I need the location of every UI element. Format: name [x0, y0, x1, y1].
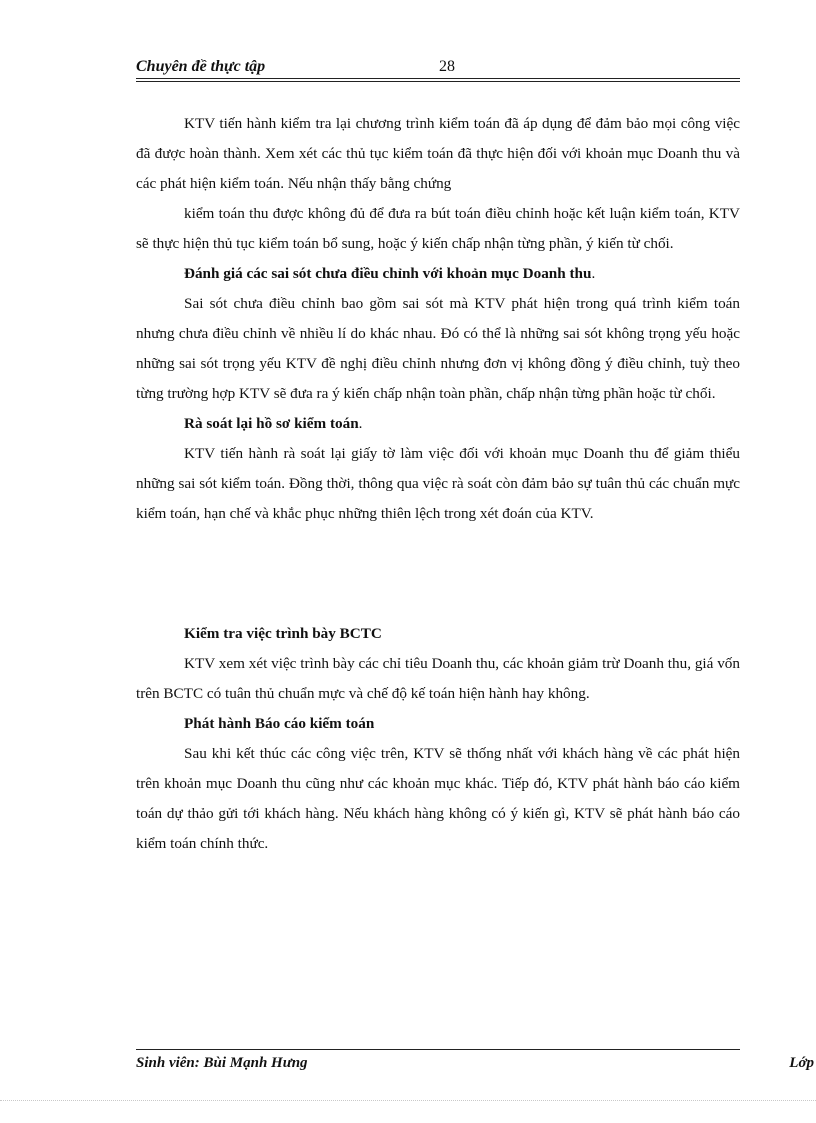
blank-space: [136, 529, 740, 619]
page-header: [136, 58, 740, 80]
heading-review-files-text: Rà soát lại hồ sơ kiểm toán: [184, 415, 359, 432]
paragraph-review-program: KTV tiến hành kiểm tra lại chương trình kiểm toán đã áp dụng để đảm bảo mọi công việc đã được hoàn thành. Xem xét các thủ tục kiểm toán đã thực hiện đối với khoản mục Doanh thu và các phát hiện kiểm toán. Nếu nhận thấy bằng chứng: [136, 115, 740, 192]
footer-class: Lớp: [789, 1055, 814, 1071]
document-body: [136, 109, 740, 859]
paragraph-unadjusted-errors: Sai sót chưa điều chỉnh bao gồm sai sót mà KTV phát hiện trong quá trình kiểm toán nhưng chưa điều chỉnh về nhiều lí do khác nhau. Đó có thể là những sai sót không trọng yếu hoặc những sai sót trọng yếu KTV đề nghị điều chỉnh nhưng đơn vị không đồng ý điều chỉnh, tuỳ theo từng trường hợp KTV sẽ đưa ra ý kiến chấp nhận toàn phần, chấp nhận từng phần hoặc từ chối.: [136, 295, 740, 402]
paragraph-issue-report: Sau khi kết thúc các công việc trên, KTV sẽ thống nhất với khách hàng về các phát hiện trên khoản mục Doanh thu cũng như các khoản mục khác. Tiếp đó, KTV phát hành báo cáo kiểm toán dự thảo gửi tới khách hàng. Nếu khách hàng không có ý kiến gì, KTV sẽ phát hành báo cáo kiểm toán chính thức.: [136, 745, 740, 852]
footer-rule: [136, 1049, 740, 1050]
header-rule-bottom: [136, 81, 740, 82]
heading-unadjusted-errors-text: Đánh giá các sai sót chưa điều chỉnh với khoản mục Doanh thu: [184, 265, 592, 282]
heading-check-presentation: Kiểm tra việc trình bày BCTC: [184, 625, 382, 642]
page-number: 28: [439, 58, 455, 75]
page-edge-divider: [0, 1100, 816, 1101]
heading-unadjusted-errors: [136, 259, 740, 289]
paragraph-review-files: KTV tiến hành rà soát lại giấy tờ làm việc đối với khoản mục Doanh thu để giảm thiểu những sai sót kiểm toán. Đồng thời, thông qua việc rà soát còn đảm bảo sự tuân thủ các chuẩn mực kiểm toán, hạn chế và khắc phục những thiên lệch trong xét đoán của KTV.: [136, 445, 740, 522]
heading-review-files: [136, 409, 740, 439]
heading-issue-report: Phát hành Báo cáo kiểm toán: [184, 715, 375, 732]
footer-student: Sinh viên: Bùi Mạnh Hưng: [136, 1055, 308, 1071]
header-title: Chuyên đề thực tập: [136, 58, 266, 75]
header-rule-top: [136, 78, 740, 79]
paragraph-check-presentation: KTV xem xét việc trình bày các chỉ tiêu Doanh thu, các khoản giảm trừ Doanh thu, giá vốn trên BCTC có tuân thủ chuẩn mực và chế độ kế toán hiện hành hay không.: [136, 655, 740, 702]
heading-review-files-period: .: [358, 415, 363, 432]
paragraph-additional-procedures: kiểm toán thu được không đủ để đưa ra bút toán điều chỉnh hoặc kết luận kiểm toán, KTV sẽ thực hiện thủ tục kiểm toán bổ sung, hoặc ý kiến chấp nhận từng phần, ý kiến từ chối.: [136, 205, 740, 252]
heading-unadjusted-errors-period: .: [591, 265, 596, 282]
